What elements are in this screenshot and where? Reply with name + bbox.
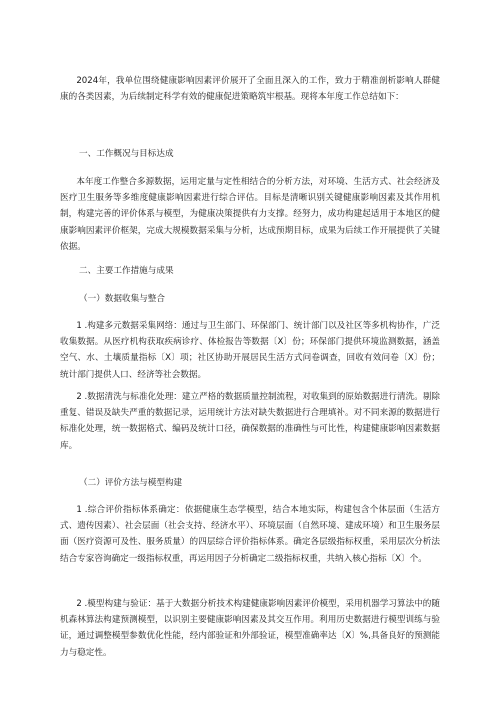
- data-item-1: 1 .构建多元数据采集网络：通过与卫生部门、环保部门、统计部门以及社区等多机构协作，广泛收集数据。从医疗机构获取疾病诊疗、体检报告等数据〔X〕份；环保部门提供环境监测数据，涵盖空气、水、土壤质量指标〔X〕项；社区协助开展居民生活方式问卷调查，回收有效问卷〔X〕份；统计部门提供人口、经济等社会数据。: [60, 321, 440, 380]
- subsection-heading-methods: （二）评价方法与模型构建: [79, 478, 183, 488]
- section-heading-measures: 二、主要工作措施与成果: [79, 266, 174, 276]
- intro-paragraph: 2024年，我单位围绕健康影响因素评价展开了全面且深入的工作，致力于精准剖析影响人群健康的各类因素，为后续制定科学有效的健康促进策略筑牢根基。现将本年度工作总结如下：: [60, 76, 440, 103]
- section-heading-overview: 一、工作概况与目标达成: [79, 149, 174, 159]
- methods-item-1: 1 .综合评价指标体系确定：依据健康生态学模型，结合本地实际，构建包含个体层面（生活方式、遗传因素）、社会层面（社会支持、经济水平）、环境层面（自然环境、建成环境）和卫生服务层面（医疗资源可及性、服务质量）的四层综合评价指标体系。确定各层级指标权重，采用层次分析法结合专家咨询确定一级指标权重，再运用因子分析确定二级指标权重，共纳入核心指标〔X〕个。: [60, 505, 440, 564]
- methods-item-2: 2 .模型构建与验证：基于大数据分析技术构建健康影响因素评价模型，采用机器学习算法中的随机森林算法构建预测模型，以识别主要健康影响因素及其交互作用。利用历史数据进行模型训练与验证，通过调整模型参数优化性能，经内部验证和外部验证，模型准确率达〔X〕%,具备良好的预测能力与稳定性。: [60, 599, 440, 658]
- data-item-2: 2 .数据清洗与标准化处理：建立严格的数据质量控制流程，对收集到的原始数据进行清洗。剔除重复、错误及缺失严重的数据记录，运用统计方法对缺失数据进行合理填补。对不同来源的数据进行标准化处理，统一数据格式、编码及统计口径，确保数据的准确性与可比性，构建健康影响因素数据库。: [60, 392, 440, 451]
- subsection-heading-data: （一）数据收集与整合: [79, 294, 165, 304]
- overview-paragraph: 本年度工作整合多源数据，运用定量与定性相结合的分析方法，对环境、生活方式、社会经济及医疗卫生服务等多维度健康影响因素进行综合评估。目标是清晰识别关键健康影响因素及其作用机制，构建完善的评价体系与模型，为健康决策提供有力支撑。经努力，成功构建起适用于本地区的健康影响因素评价框架，完成大规模数据采集与分析，达成预期目标，成果为后续工作开展提供了关键依据。: [60, 177, 440, 252]
